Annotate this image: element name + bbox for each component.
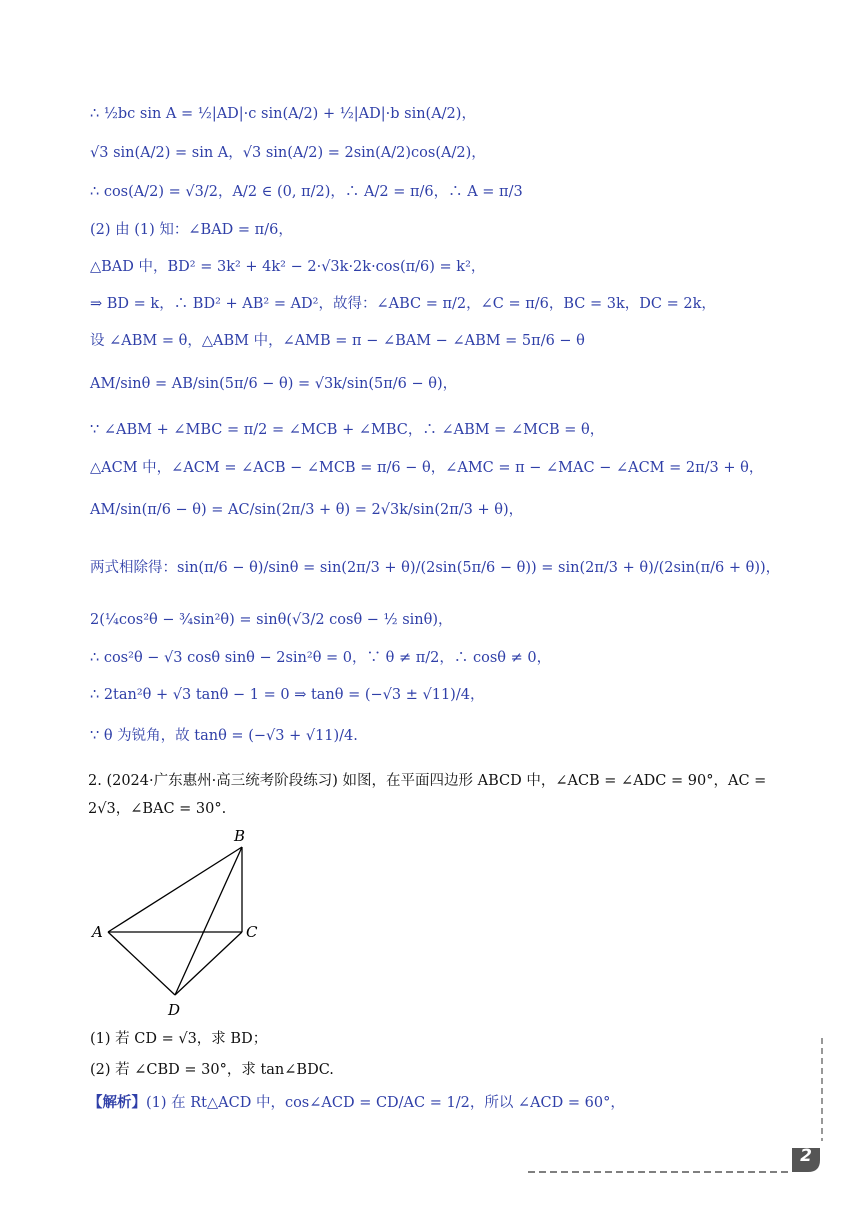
label-a: A — [92, 923, 103, 941]
segment-ad — [108, 932, 175, 995]
page-corner-decoration — [520, 1036, 830, 1186]
solution-line-9: ∵ ∠ABM + ∠MBC = π/2 = ∠MCB + ∠MBC，∴ ∠ABM = ∠MCB = θ， — [90, 422, 605, 438]
label-b: B — [234, 827, 246, 845]
solution-line-6: ⇒ BD = k，∴ BD² + AB² = AD²，故得：∠ABC = π/2，∠C = π/6，BC = 3k，DC = 2k， — [90, 296, 716, 312]
analysis-tag: 【解析】 — [88, 1094, 146, 1111]
solution-line-16: ∵ θ 为锐角，故 tanθ = (−√3 + √11)/4. — [90, 728, 358, 744]
solution-line-3: ∴ cos(A/2) = √3/2，A/2 ∈ (0, π/2)，∴ A/2 = π/6，∴ A = π/3 — [90, 184, 523, 200]
page-number: 2 — [800, 1146, 812, 1166]
solution-line-11: AM/sin(π/6 − θ) = AC/sin(2π/3 + θ) = 2√3k/sin(2π/3 + θ)， — [90, 502, 524, 518]
analysis-text: (1) 在 Rt△ACD 中，cos∠ACD = CD/AC = 1/2，所以 ∠ACD = 60°， — [146, 1095, 625, 1111]
question-1: (1) 若 CD = √3，求 BD； — [90, 1031, 268, 1047]
solution-line-14: ∴ cos²θ − √3 cosθ sinθ − 2sin²θ = 0，∵ θ ≠ π/2，∴ cosθ ≠ 0， — [90, 650, 552, 666]
segment-dc — [175, 932, 242, 995]
solution-line-10: △ACM 中，∠ACM = ∠ACB − ∠MCB = π/6 − θ，∠AMC = π − ∠MAC − ∠ACM = 2π/3 + θ， — [90, 460, 764, 476]
solution-line-12: 两式相除得：sin(π/6 − θ)/sinθ = sin(2π/3 + θ)/(2sin(5π/6 − θ)) = sin(2π/3 + θ)/(2sin(π/6 + θ))， — [90, 560, 781, 576]
solution-line-15: ∴ 2tan²θ + √3 tanθ − 1 = 0 ⇒ tanθ = (−√3 ± √11)/4， — [90, 687, 485, 703]
segment-bd — [175, 847, 242, 995]
segment-ab — [108, 847, 242, 932]
solution-line-13: 2(¼cos²θ − ¾sin²θ) = sinθ(√3/2 cosθ − ½ sinθ)， — [90, 612, 453, 628]
problem-stem-line2: 2√3，∠BAC = 30°. — [88, 801, 227, 817]
solution-line-7: 设 ∠ABM = θ，△ABM 中，∠AMB = π − ∠BAM − ∠ABM = 5π/6 − θ — [90, 333, 585, 349]
solution-line-8: AM/sinθ = AB/sin(5π/6 − θ) = √3k/sin(5π/6 − θ)， — [90, 376, 458, 392]
question-2: (2) 若 ∠CBD = 30°，求 tan∠BDC. — [90, 1062, 334, 1078]
problem-stem-line1: 2. (2024·广东惠州·高三统考阶段练习) 如图，在平面四边形 ABCD 中，∠ACB = ∠ADC = 90°，AC = — [88, 773, 767, 789]
solution-line-1: ∴ ½bc sin A = ½|AD|·c sin(A/2) + ½|AD|·b sin(A/2)， — [90, 106, 476, 122]
quadrilateral-figure — [88, 825, 278, 1025]
label-d: D — [168, 1001, 181, 1019]
solution-line-5: △BAD 中，BD² = 3k² + 4k² − 2·√3k·2k·cos(π/6) = k²， — [90, 259, 486, 275]
label-c: C — [246, 923, 258, 941]
solution-line-4: (2) 由 (1) 知：∠BAD = π/6， — [90, 222, 293, 238]
solution-line-2: √3 sin(A/2) = sin A，√3 sin(A/2) = 2sin(A/2)cos(A/2)， — [90, 145, 486, 161]
